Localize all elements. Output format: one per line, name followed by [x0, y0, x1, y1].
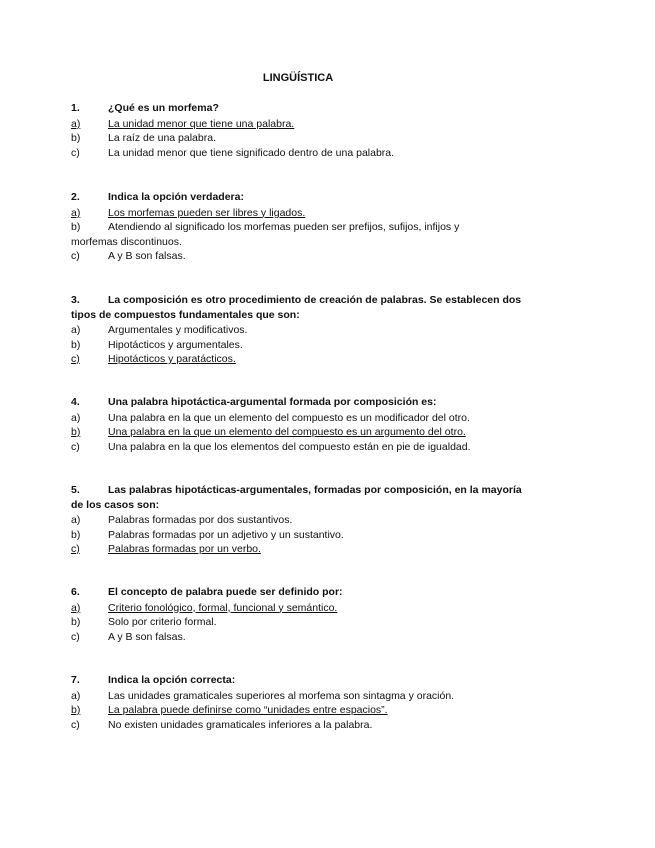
option-text: Hipotácticos y paratácticos.: [108, 353, 236, 365]
option-letter: c): [71, 250, 80, 262]
question-number: 1.: [71, 102, 80, 114]
option-letter: a): [71, 206, 81, 219]
question-number: 4.: [71, 396, 80, 408]
option-c: [71, 630, 531, 645]
option-letter: a): [71, 411, 81, 424]
option-letter: c): [71, 630, 80, 643]
option-a: [71, 689, 531, 704]
option-b: [71, 220, 491, 249]
option-text: La raíz de una palabra.: [108, 132, 216, 144]
option-b: [71, 615, 531, 630]
option-text: Criterio fonológico, formal, funcional y semántico.: [108, 601, 338, 614]
option-a: [71, 206, 531, 221]
question-title: [71, 101, 531, 116]
question-number: 5.: [71, 484, 80, 496]
option-letter: b): [71, 221, 81, 233]
question-5: [71, 483, 531, 557]
option-text: Solo por criterio formal.: [108, 616, 217, 628]
option-b: [71, 703, 531, 718]
question-7: [71, 673, 531, 732]
option-c: [71, 542, 531, 557]
option-text: La palabra puede definirse como “unidades entre espacios”.: [108, 704, 388, 716]
question-text: Una palabra hipotáctica-argumental formada por composición es:: [108, 396, 437, 408]
option-letter: a): [71, 324, 81, 336]
option-text: Palabras formadas por dos sustantivos.: [108, 514, 293, 526]
option-letter: c): [71, 353, 80, 365]
option-c: [71, 440, 531, 455]
option-text: A y B son falsas.: [108, 630, 186, 643]
question-title: [71, 395, 531, 410]
option-text: Argumentales y modificativos.: [108, 324, 248, 336]
option-a: [71, 323, 531, 338]
option-letter: a): [71, 601, 81, 614]
option-b: [71, 131, 531, 146]
option-text: Una palabra en la que un elemento del compuesto es un modificador del otro.: [108, 411, 470, 424]
question-text: Indica la opción verdadera:: [108, 191, 244, 203]
question-number: 2.: [71, 191, 80, 203]
option-text: No existen unidades gramaticales inferiores a la palabra.: [108, 718, 373, 731]
option-text: La unidad menor que tiene significado dentro de una palabra.: [108, 146, 395, 159]
option-letter: c): [71, 146, 80, 159]
question-number: 3.: [71, 294, 80, 306]
option-text: Una palabra en la que un elemento del compuesto es un argumento del otro.: [108, 426, 466, 438]
question-title: [71, 673, 531, 688]
option-letter: c): [71, 543, 80, 555]
question-number: 6.: [71, 586, 80, 598]
question-text: El concepto de palabra puede ser definido por:: [108, 586, 343, 598]
option-letter: b): [71, 426, 81, 438]
option-letter: b): [71, 704, 81, 716]
question-title: [71, 293, 531, 322]
option-letter: b): [71, 132, 81, 144]
option-letter: b): [71, 338, 81, 351]
option-text: Atendiendo al significado los morfemas pueden ser prefijos, sufijos, infijos y morfemas discontinuos.: [71, 221, 460, 248]
question-2: [71, 190, 531, 264]
question-text: La composición es otro procedimiento de creación de palabras. Se establecen dos tipos de compuestos fundamentales que son:: [71, 294, 522, 321]
option-text: Los morfemas pueden ser libres y ligados.: [108, 206, 306, 219]
question-4: [71, 395, 531, 454]
option-text: A y B son falsas.: [108, 250, 186, 262]
option-b: [71, 338, 531, 353]
option-letter: a): [71, 117, 81, 130]
question-title: [71, 585, 531, 600]
option-b: [71, 528, 531, 543]
option-text: Las unidades gramaticales superiores al morfema son sintagma y oración.: [108, 689, 455, 702]
option-c: [71, 146, 531, 161]
option-text: Palabras formadas por un verbo.: [108, 543, 261, 555]
question-title: [71, 483, 531, 512]
option-c: [71, 718, 531, 733]
question-text: ¿Qué es un morfema?: [108, 102, 219, 114]
option-c: [71, 352, 531, 367]
option-text: Palabras formadas por un adjetivo y un sustantivo.: [108, 528, 344, 541]
option-letter: c): [71, 718, 80, 731]
option-text: Hipotácticos y argumentales.: [108, 338, 243, 351]
question-title: [71, 190, 531, 205]
page-title: LINGÜÍSTICA: [262, 72, 334, 84]
question-3: [71, 293, 531, 367]
option-c: [71, 249, 531, 264]
option-text: Una palabra en la que los elementos del compuesto están en pie de igualdad.: [108, 440, 471, 453]
option-b: [71, 425, 531, 440]
option-letter: b): [71, 528, 81, 541]
question-text: Indica la opción correcta:: [108, 674, 236, 686]
option-letter: a): [71, 514, 81, 526]
option-letter: c): [71, 440, 80, 453]
option-letter: a): [71, 689, 81, 702]
option-a: [71, 411, 531, 426]
question-text: Las palabras hipotácticas-argumentales, formadas por composición, en la mayoría de los casos son:: [71, 484, 522, 511]
option-a: [71, 601, 531, 616]
question-6: [71, 585, 531, 644]
question-number: 7.: [71, 674, 80, 686]
question-1: [71, 101, 531, 160]
option-a: [71, 117, 531, 132]
option-letter: b): [71, 616, 81, 628]
option-a: [71, 513, 531, 528]
option-text: La unidad menor que tiene una palabra.: [108, 117, 295, 130]
